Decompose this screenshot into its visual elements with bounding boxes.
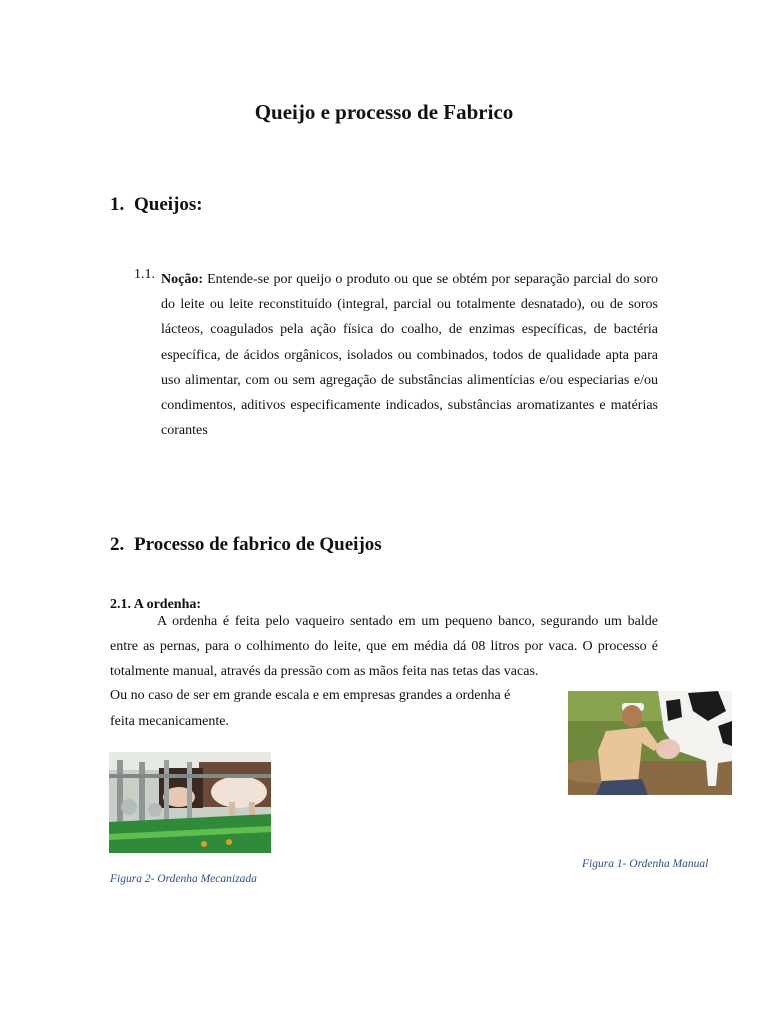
subsection-2-1-wrap-line-1: Ou no caso de ser em grande escala e em empresas grandes a ordenha é bbox=[110, 688, 511, 703]
subsection-1-1-term: Noção: bbox=[161, 272, 203, 287]
subsection-2-1-heading: 2.1. A ordenha: bbox=[110, 597, 202, 612]
subsection-1-1-text: Entende-se por queijo o produto ou que se obtém por separação parcial do soro do leite ou leite reconstituído (integral, parcial ou totalmente desnatado), ou de soros lácteos, coagulados pela ação física do coalho, de enzimas específicas, de bactéria específica, de ácidos orgânicos, isolados ou combinados, todos de qualidade apta para uso alimentar, com ou sem agregação de substâncias alimentícias e/ou especiarias e/ou condimentos, aditivos especificamente indicados, substâncias aromatizantes e matérias corantes bbox=[161, 272, 658, 439]
section-2-number: 2. bbox=[110, 534, 125, 555]
subsection-1-1-paragraph bbox=[161, 267, 658, 443]
manual-milking-photo bbox=[568, 691, 732, 795]
subsection-2-1-wrap-line-2: feita mecanicamente. bbox=[110, 714, 229, 729]
document-title: Queijo e processo de Fabrico bbox=[254, 100, 514, 124]
subsection-2-1-paragraph: A ordenha é feita pelo vaqueiro sentado em um pequeno banco, segurando um balde entre as pernas, para o colhimento do leite, que em média dá 08 litros por vaca. O processo é totalmente manual, através da pressão com as mãos feita nas tetas das vacas. bbox=[110, 614, 658, 680]
section-1-title: Queijos: bbox=[134, 194, 203, 215]
figure-1-caption: Figura 1- Ordenha Manual bbox=[582, 858, 709, 870]
section-1-heading bbox=[110, 194, 203, 216]
section-2-title: Processo de fabrico de Queijos bbox=[134, 534, 382, 555]
mechanized-milking-photo bbox=[109, 752, 271, 853]
section-2-heading bbox=[110, 534, 382, 556]
subsection-1-1-number: 1.1. bbox=[134, 267, 155, 282]
figure-2-caption: Figura 2- Ordenha Mecanizada bbox=[110, 873, 257, 885]
section-1-number: 1. bbox=[110, 194, 125, 215]
